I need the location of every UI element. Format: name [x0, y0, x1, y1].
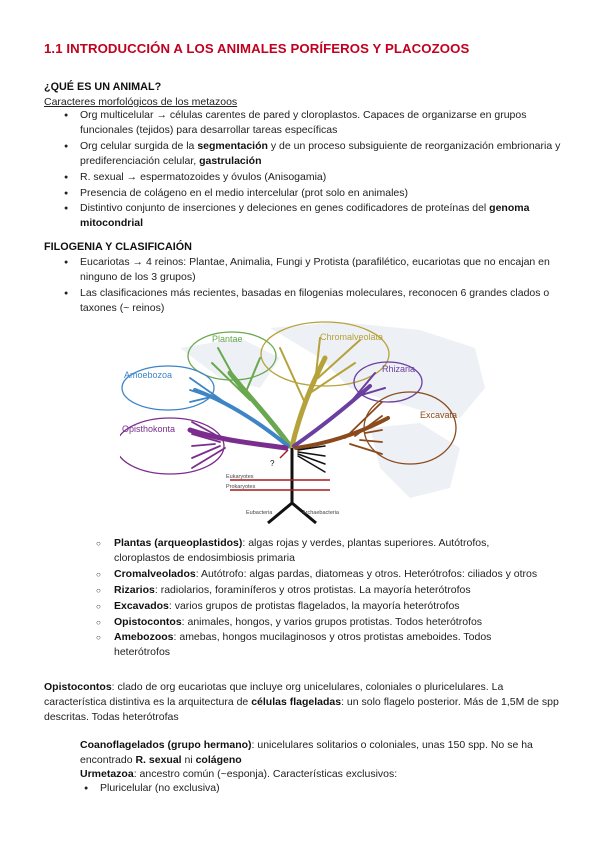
section-heading-filogenia: FILOGENIA Y CLASIFICAIÓN: [44, 241, 192, 253]
label-plantae: Plantae: [212, 334, 243, 344]
question-mark: ?: [270, 459, 275, 468]
metazoa-characters-list: [64, 108, 564, 232]
clades-list: [96, 536, 546, 661]
list-item: ● Distintivo conjunto de inserciones y deleciones en genes codificadores de proteínas del genoma mitocondrial: [64, 201, 564, 231]
label-rhizaria: Rhizaria: [382, 364, 416, 374]
coanoflagelados-paragraph: Coanoflagelados (grupo hermano): unicelulares solitarios o coloniales, unas 150 spp. No se ha encontrado R. sexual ni colágeno: [80, 739, 533, 766]
list-item: ● Eucariotas → 4 reinos: Plantae, Animalia, Fungi y Protista (parafilético, eucariotas que no encajan en ninguno de los 3 grupos): [64, 255, 564, 285]
list-item: ● Presencia de colágeno en el medio intercelular (prot solo en animales): [64, 186, 564, 201]
list-item: ○ Cromalveolados: Autótrofo: algas pardas, diatomeas y otros. Heterótrofos: ciliados y otros: [96, 567, 546, 582]
list-item: ○ Amebozoos: amebas, hongos mucilaginosos y otros protistas ameboides. Todos heterótrofos: [96, 630, 546, 660]
list-item: ● R. sexual → espermatozoides y óvulos (Anisogamia): [64, 170, 564, 185]
page-title: 1.1 INTRODUCCIÓN A LOS ANIMALES PORÍFEROS Y PLACOZOOS: [44, 41, 470, 56]
label-eukaryotes: Eukaryotes: [226, 474, 254, 480]
subheading-caracteres: Caracteres morfológicos de los metazoos: [44, 96, 238, 108]
list-item: ● Org multicelular → células carentes de pared y cloroplastos. Capaces de organizarse en grupos funcionales (tejidos) para desarrollar tareas específicas: [64, 108, 564, 138]
list-item: ○ Opistocontos: animales, hongos, y varios grupos protistas. Todos heterótrofos: [96, 615, 546, 630]
label-excavata: Excavata: [420, 410, 458, 420]
label-opisthokonta: Opisthokonta: [122, 424, 176, 434]
opistocontos-paragraph: Opistocontos: clado de org eucariotas que incluye org unicelulares, coloniales o pluricelulares. La característica distintiva es la arquitectura de células flageladas: un solo flagelo posterior. Más de 1,5M de spp descritas. Todas heterótrofas: [44, 681, 559, 723]
label-amoebozoa: Amoebozoa: [124, 370, 173, 380]
list-item: ● Pluricelular (no exclusiva): [84, 781, 584, 796]
red-arrow: [280, 450, 288, 458]
label-chromalveolata: Chromalveolata: [320, 332, 384, 342]
label-prokaryotes: Prokaryotes: [226, 484, 256, 490]
label-archaebacteria: Archaebacteria: [302, 510, 339, 516]
list-item: ○ Excavados: varios grupos de protistas flagelados, la mayoría heterótrofos: [96, 599, 546, 614]
section-heading-animal: ¿QUÉ ES UN ANIMAL?: [44, 81, 162, 93]
label-eubacteria: Eubacteria: [246, 510, 273, 516]
phylogeny-figure: [120, 318, 490, 526]
list-item: ○ Plantas (arqueoplastidos): algas rojas y verdes, plantas superiores. Autótrofos, cloroplastos de endosimbiosis primaria: [96, 536, 546, 566]
phylogeny-list: [64, 255, 564, 317]
urmetazoa-list: [84, 781, 584, 797]
list-item: ● Las clasificaciones más recientes, basadas en filogenias moleculares, reconocen 6 grandes clados o taxones (~ reinos): [64, 286, 564, 316]
list-item: ○ Rizarios: radiolarios, foraminíferos y otros protistas. La mayoría heterótrofos: [96, 583, 546, 598]
list-item: ● Org celular surgida de la segmentación y de un proceso subsiguiente de reorganización embrionaria y prediferenciación celular, gastrulación: [64, 139, 564, 169]
urmetazoa-paragraph: Urmetazoa: ancestro común (~esponja). Características exclusivos:: [80, 768, 398, 780]
